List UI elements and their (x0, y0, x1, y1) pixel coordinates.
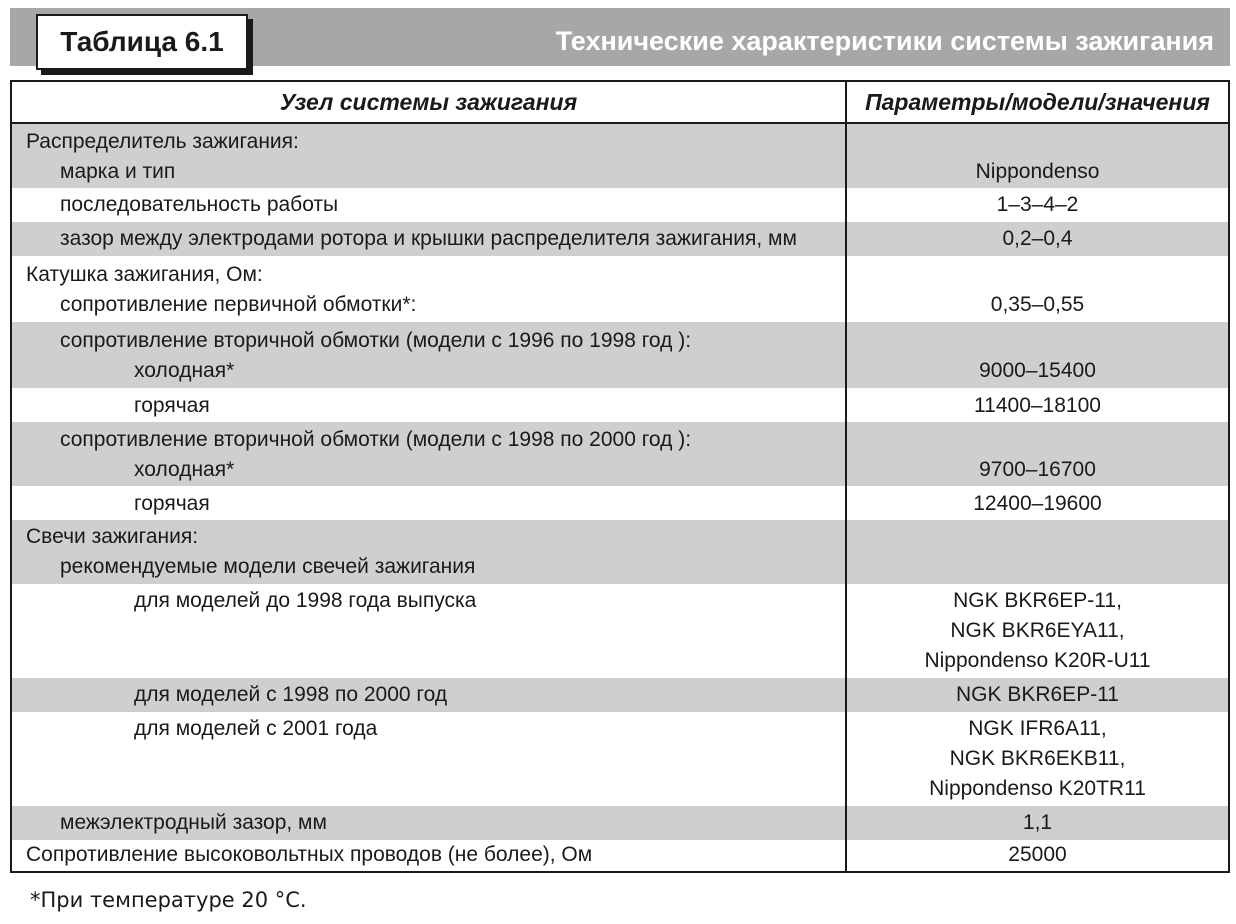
spec-table (10, 80, 1230, 873)
row-label: межэлектродный зазор, мм (60, 811, 327, 834)
row-label: холодная* (134, 359, 235, 382)
row-value: 0,2–0,4 (1002, 227, 1073, 250)
row-value (847, 326, 1228, 356)
row-value: NGK BKR6EP-11 (955, 683, 1119, 706)
row-value (847, 260, 1228, 290)
row-label: горячая (134, 492, 210, 515)
table-row (12, 222, 1228, 256)
column-divider (845, 82, 847, 871)
table-row (12, 806, 1228, 840)
row-value: NGK BKR6EP-11, (953, 589, 1122, 612)
table-row (12, 322, 1228, 388)
row-value: Nippondenso K20TR11 (929, 777, 1146, 800)
row-label: сопротивление первичной обмотки*: (60, 293, 417, 316)
row-value: 1–3–4–2 (996, 193, 1079, 216)
table-row (12, 188, 1228, 222)
table-row (12, 520, 1228, 584)
table-label: Таблица 6.1 (36, 14, 248, 70)
row-label: сопротивление вторичной обмотки (модели с 1996 по 1998 год ): (60, 329, 692, 352)
row-value: NGK BKR6EKB11, (949, 747, 1126, 770)
row-label: для моделей с 1998 по 2000 год (134, 683, 448, 706)
row-label: холодная* (134, 458, 235, 481)
row-label: рекомендуемые модели свечей зажигания (60, 555, 476, 578)
row-label: последовательность работы (60, 193, 339, 216)
row-value: 0,35–0,55 (990, 293, 1085, 316)
row-label: Распределитель зажигания: (26, 130, 299, 153)
row-value: 11400–18100 (974, 394, 1101, 417)
table-row (12, 422, 1228, 486)
row-value (847, 127, 1228, 157)
row-value: 9000–15400 (979, 359, 1096, 382)
row-value: 12400–19600 (973, 492, 1102, 515)
row-label: Катушка зажигания, Ом: (26, 263, 263, 286)
table-header (12, 82, 1228, 124)
row-label: марка и тип (60, 160, 176, 183)
row-label: сопротивление вторичной обмотки (модели с 1998 по 2000 год ): (60, 428, 692, 451)
table-title: Технические характеристики системы зажигания (555, 26, 1214, 56)
table-row (12, 584, 1228, 678)
table-row (12, 486, 1228, 520)
row-value (847, 425, 1228, 455)
row-label: Свечи зажигания: (26, 525, 199, 548)
col1-header: Узел системы зажигания (279, 88, 578, 115)
row-label: зазор между электродами ротора и крышки распределителя зажигания, мм (60, 227, 797, 250)
row-label: для моделей до 1998 года выпуска (134, 589, 477, 612)
table-row (12, 712, 1228, 806)
row-label: горячая (134, 394, 210, 417)
row-value: NGK IFR6A11, (968, 717, 1107, 740)
row-label: Сопротивление высоковольтных проводов (не более), Ом (26, 843, 593, 866)
footnote: *При температуре 20 °С. (30, 888, 307, 912)
row-value: 1,1 (1022, 811, 1053, 834)
col2-header: Параметры/модели/значения (865, 88, 1210, 115)
row-value: 9700–16700 (979, 458, 1096, 481)
table-row (12, 840, 1228, 871)
row-label: для моделей с 2001 года (134, 717, 378, 740)
row-value: 25000 (1008, 843, 1067, 866)
table-row (12, 678, 1228, 712)
row-value: Nippondenso (975, 160, 1100, 183)
table-row (12, 124, 1228, 188)
row-value: NGK BKR6EYA11, (950, 619, 1125, 642)
row-value: Nippondenso K20R-U11 (924, 649, 1151, 672)
table-row (12, 388, 1228, 422)
table-row (12, 256, 1228, 322)
